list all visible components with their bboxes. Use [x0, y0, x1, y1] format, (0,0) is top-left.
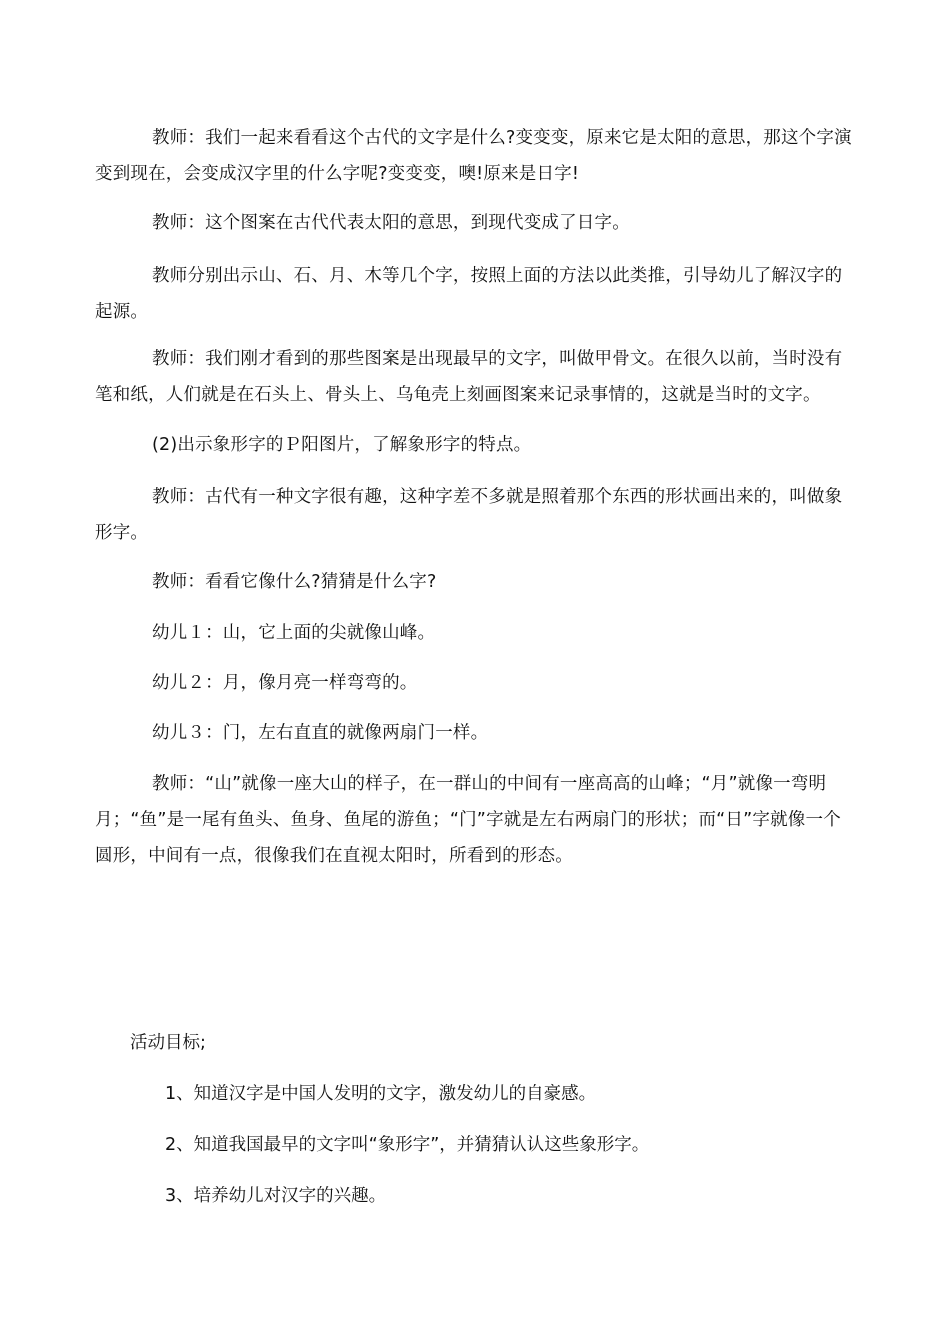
paragraph-oracle-bone-script: 教师：我们刚才看到的那些图案是出现最早的文字，叫做甲骨文。在很久以前，当时没有笔和纸，人们就是在石头上、骨头上、乌龟壳上刻画图案来记录事情的，这就是当时的文字。	[95, 349, 843, 405]
paragraph-pictograph-section: (2)出示象形字的Ｐ阳图片，了解象形字的特点。	[152, 435, 532, 455]
paragraph-teacher-sun: 教师：我们一起来看看这个古代的文字是什么?变变变，原来它是太阳的意思，那这个字演变到现在，会变成汉字里的什么字呢?变变变，噢!原来是日字!	[95, 128, 852, 184]
goal-item-2: 2、知道我国最早的文字叫“象形字”，并猜猜认认这些象形字。	[165, 1135, 650, 1155]
paragraph-child-3: 幼儿３：门，左右直直的就像两扇门一样。	[152, 723, 489, 743]
paragraph-child-2: 幼儿２：月，像月亮一样弯弯的。	[152, 673, 418, 693]
goal-item-3: 3、培养幼儿对汉字的兴趣。	[165, 1186, 387, 1206]
paragraph-pictograph-explain: 教师：古代有一种文字很有趣，这种字差不多就是照着那个东西的形状画出来的，叫做象形字。	[95, 487, 843, 543]
paragraph-child-1: 幼儿１：山，它上面的尖就像山峰。	[152, 623, 436, 643]
paragraph-teacher-sun-to-ri: 教师：这个图案在古代代表太阳的意思，到现代变成了日字。	[152, 213, 630, 233]
paragraph-teacher-show-characters: 教师分别出示山、石、月、木等几个字，按照上面的方法以此类推，引导幼儿了解汉字的起源。	[95, 266, 843, 322]
paragraph-teacher-summary: 教师：“山”就像一座大山的样子，在一群山的中间有一座高高的山峰；“月”就像一弯明月；“鱼”是一尾有鱼头、鱼身、鱼尾的游鱼；“门”字就是左右两扇门的形状；而“日”字就像一个圆形，中间有一点，很像我们在直视太阳时，所看到的形态。	[95, 774, 841, 866]
goals-heading: 活动目标;	[130, 1033, 206, 1053]
paragraph-teacher-question: 教师：看看它像什么?猜猜是什么字?	[152, 572, 437, 592]
goal-item-1: 1、知道汉字是中国人发明的文字，激发幼儿的自豪感。	[165, 1084, 597, 1104]
